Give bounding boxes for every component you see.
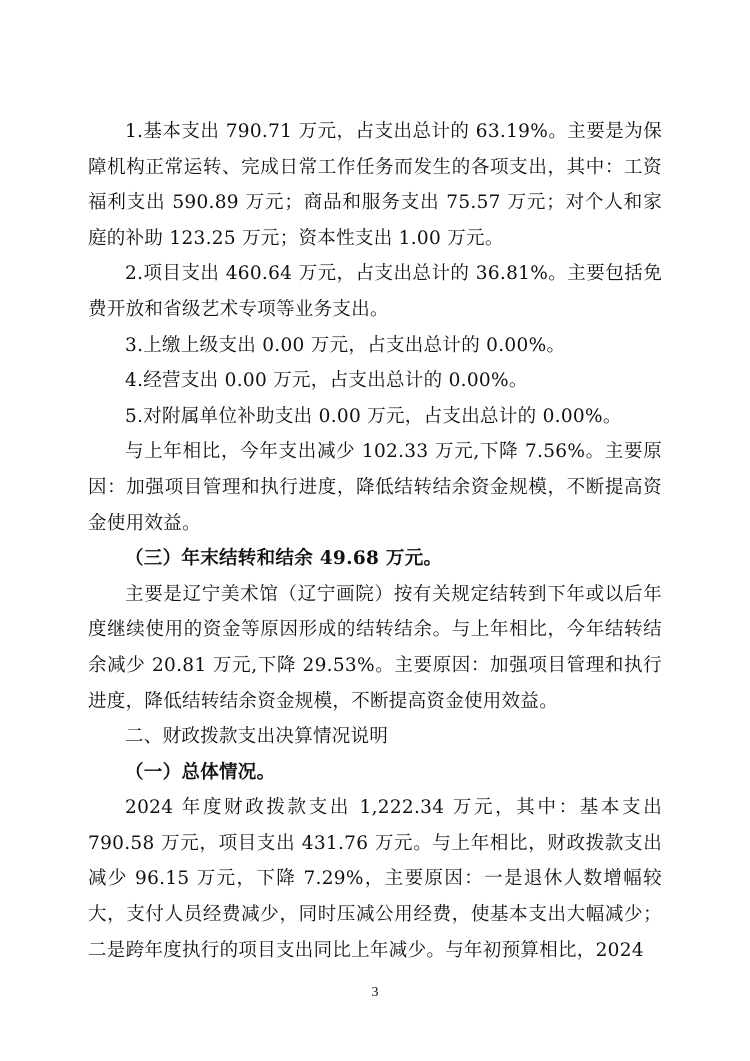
paragraph-year-comparison: 与上年相比，今年支出减少 102.33 万元,下降 7.56%。主要原因：加强项目管理和执行进度，降低结转结余资金规模，不断提高资金使用效益。	[88, 441, 662, 534]
paragraph-subsidiary-subsidy: 5.对附属单位补助支出 0.00 万元，占支出总计的 0.00%。	[125, 405, 622, 427]
paragraph-carryover-detail: 主要是辽宁美术馆（辽宁画院）按有关规定结转到下年或以后年度继续使用的资金等原因形成的结转结余。与上年相比，今年结转结余减少 20.81 万元,下降 29.53%。主要原因：加强项目管理和执行进度，降低结转结余资金规模，不断提高资金使用效益。	[88, 583, 662, 712]
paragraph-basic-expenditure: 1.基本支出 790.71 万元，占支出总计的 63.19%。主要是为保障机构正常运转、完成日常工作任务而发生的各项支出，其中：工资福利支出 590.89 万元；商品和服务支出 75.57 万元；对个人和家庭的补助 123.25 万元；资本性支出 1.00 万元。	[88, 121, 662, 249]
paragraph-project-expenditure: 2.项目支出 460.64 万元，占支出总计的 36.81%。主要包括免费开放和省级艺术专项等业务支出。	[88, 263, 662, 320]
paragraph-operating-expenditure: 4.经营支出 0.00 万元，占支出总计的 0.00%。	[125, 370, 528, 392]
section-heading-fiscal-appropriation: 二、财政拨款支出决算情况说明	[125, 726, 389, 748]
paragraph-superior-remittance: 3.上缴上级支出 0.00 万元，占支出总计的 0.00%。	[125, 334, 566, 356]
paragraph-fiscal-overall: 2024 年度财政拨款支出 1,222.34 万元，其中：基本支出 790.58 万元，项目支出 431.76 万元。与上年相比，财政拨款支出减少 96.15 万元，下降 7.29%，主要原因：一是退休人数增幅较大，支付人员经费减少，同时压减公用经费，使基本支出大幅减少；二是跨年度执行的项目支出同比上年减少。与年初预算相比，2024	[88, 797, 662, 961]
document-body	[88, 114, 662, 968]
section-heading-overall: （一）总体情况。	[125, 761, 276, 783]
section-heading-carryover: （三）年末结转和结余 49.68 万元。	[125, 548, 443, 570]
page-number: 3	[371, 985, 379, 1000]
